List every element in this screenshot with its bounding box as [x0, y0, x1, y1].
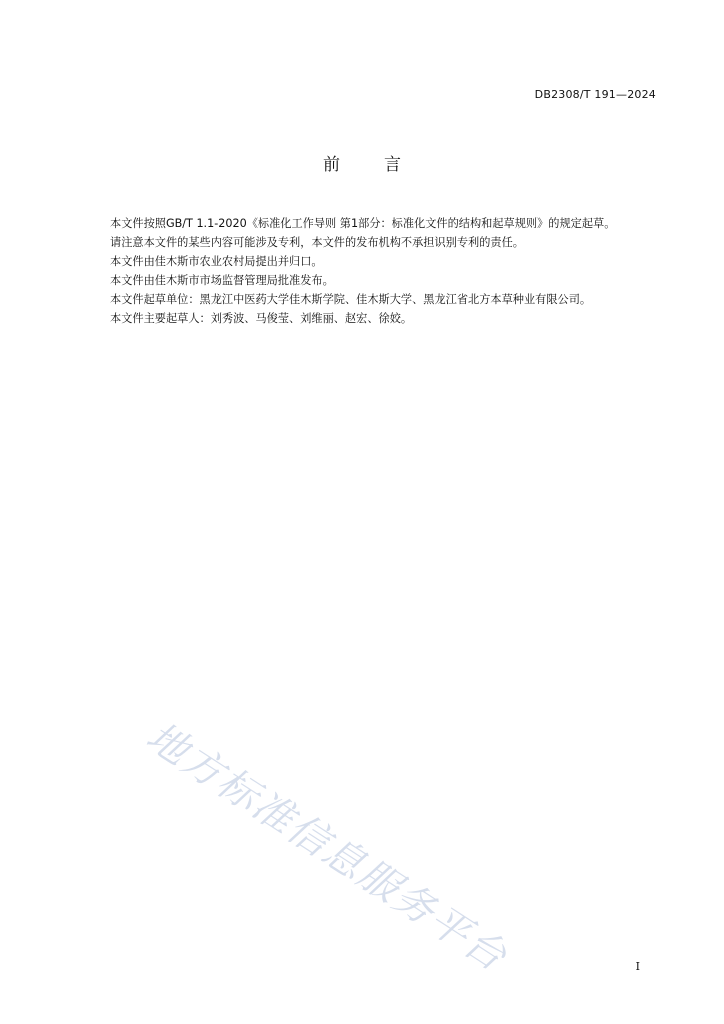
paragraph-drafting-rules: 本文件按照GB/T 1.1-2020《标准化工作导则 第1部分：标准化文件的结构和起草规则》的规定起草。 [110, 217, 616, 230]
paragraph-patent-notice: 请注意本文件的某些内容可能涉及专利，本文件的发布机构不承担识别专利的责任。 [110, 236, 524, 249]
foreword-body [88, 214, 660, 328]
page-title: 前言 [323, 155, 445, 175]
paragraph-proposer: 本文件由佳木斯市农业农村局提出并归口。 [110, 255, 323, 268]
page-number: I [635, 960, 640, 973]
paragraph-drafters: 本文件主要起草人：刘秀波、马俊莹、刘维丽、赵宏、徐姣。 [110, 312, 413, 325]
paragraph-approver: 本文件由佳木斯市市场监督管理局批准发布。 [110, 274, 334, 287]
paragraph-drafting-units: 本文件起草单位：黑龙江中医药大学佳木斯学院、佳木斯大学、黑龙江省北方本草种业有限公司。 [110, 293, 592, 306]
document-code: DB2308/T 191—2024 [534, 88, 656, 101]
watermark-text: 地方标准信息服务平台 [138, 713, 516, 981]
